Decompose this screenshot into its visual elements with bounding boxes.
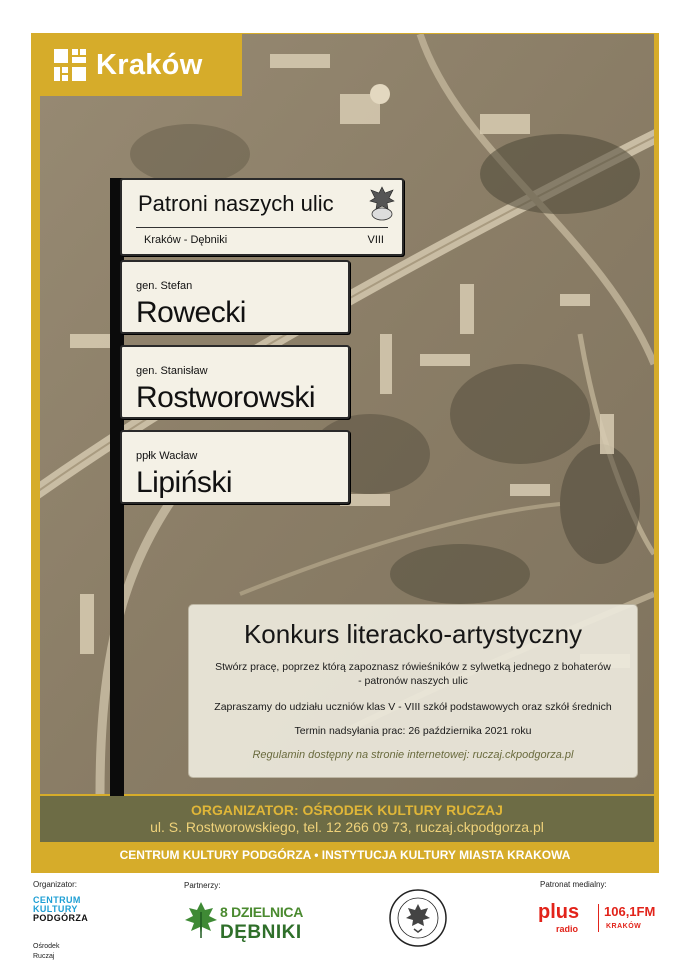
patron-sign [120,260,350,334]
institution-line: CENTRUM KULTURY PODGÓRZA • INSTYTUCJA KULTURY MIASTA KRAKOWA [119,848,571,862]
radio-plus-sub: radio [556,924,579,934]
patron-rank: gen. Stanisław [136,365,208,377]
contest-heading: Konkurs literacko-artystyczny [243,619,583,649]
radio-separator [598,904,599,932]
partners-label: Partnerzy: [184,881,221,890]
organizer-name: ORGANIZATOR: OŚRODEK KULTURY RUCZAJ [191,802,503,818]
ckp-logo-line3: PODGÓRZA [33,913,89,923]
patron-surname: Lipiński [136,466,233,499]
patron-rank: gen. Stefan [136,280,193,292]
ckp-branch-line2: Ruczaj [33,953,55,960]
krakow-logo [40,34,242,96]
patron-sign [120,430,350,504]
organizer-strip [40,796,654,842]
patron-surname: Rostworowski [136,381,316,414]
contest-info-box [188,604,638,778]
radio-city: KRAKÓW [606,923,642,930]
contest-invitation: Zapraszamy do udziału uczniów klas V - VIII szkół podstawowych oraz szkół średnich [214,701,612,713]
debniki-line2: DĘBNIKI [220,922,302,943]
organizer-address: ul. S. Rostworowskiego, tel. 12 266 09 73, ruczaj.ckpodgorza.pl [150,819,544,835]
contest-deadline: Termin nadsyłania prac: 26 października 2021 roku [294,725,532,737]
street-sign-divider [136,227,388,228]
contest-description: Stwórz pracę, poprzez którą zapoznasz rówieśników z sylwetką jednego z bohaterów [215,661,611,673]
eagle-emblem-icon [367,183,397,223]
patron-sign [120,345,350,419]
contest-description-cont: - patronów naszych ulic [358,675,468,687]
ipn-seal-icon [388,888,448,953]
ckp-logo [33,896,88,923]
street-sign-district: Kraków - Dębniki [144,234,228,246]
debniki-line1: 8 DZIELNICA [220,904,304,920]
ckp-logo-line1: CENTRUM [33,895,81,905]
street-sign-title: Patroni naszych ulic [138,191,334,216]
radio-plus-logo: plus [538,901,580,923]
patron-rank: ppłk Wacław [136,450,198,462]
ckp-branch-line1: Ośrodek [33,943,60,950]
street-sign-number: VIII [367,234,384,246]
radio-frequency: 106,1FM [604,904,656,919]
patron-surname: Rowecki [136,296,246,329]
ckp-branch [33,942,59,962]
contest-rules-link[interactable]: Regulamin dostępny na stronie internetowej: ruczaj.ckpodgorza.pl [252,749,574,761]
krakow-logo-icon [54,49,86,81]
street-sign-main [120,178,404,256]
krakow-logo-text: Kraków [96,48,203,81]
media-patronage-label: Patronat medialny: [540,880,607,889]
debniki-leaf-icon [184,900,218,945]
ckp-logo-line2: KULTURY [33,904,78,914]
organizer-label: Organizator: [33,880,78,889]
